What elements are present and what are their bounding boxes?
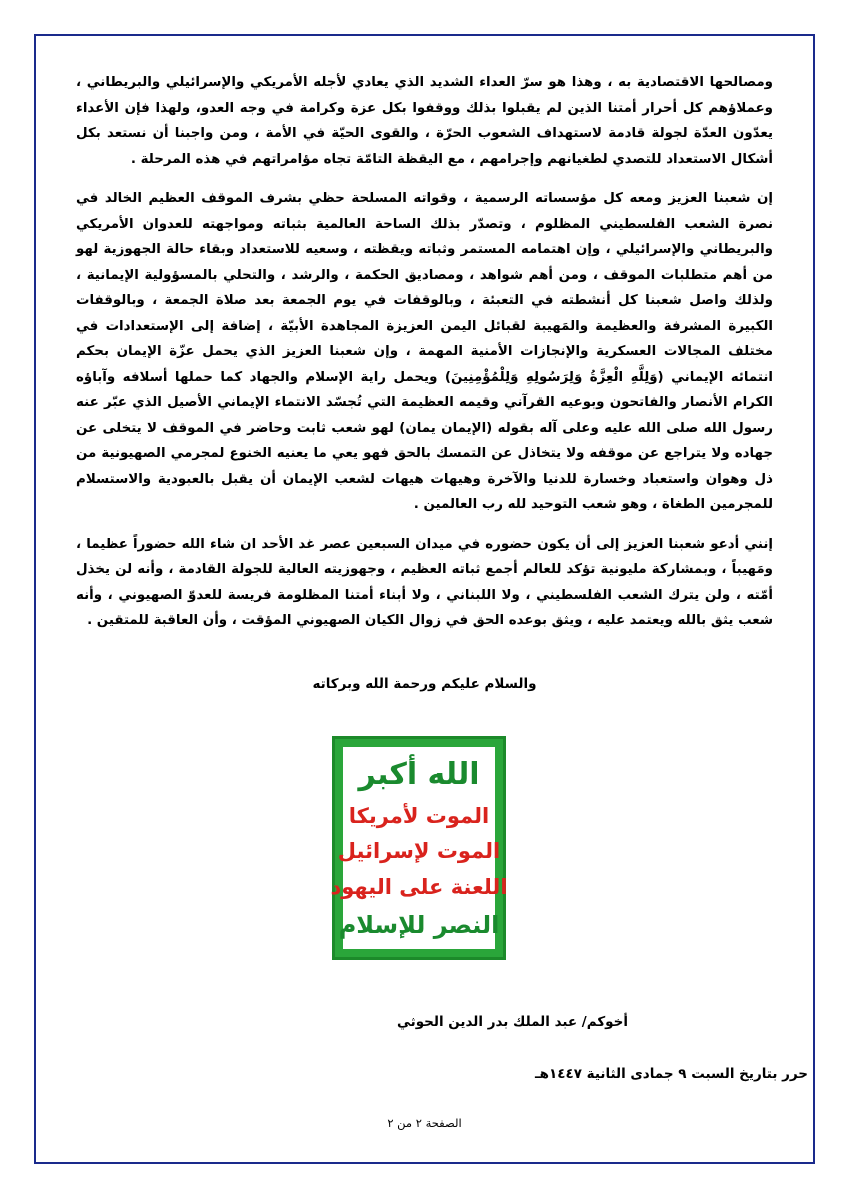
slogan-line-5: النصر للإسلام xyxy=(338,911,500,940)
slogan-line-1: الله أكبر xyxy=(358,756,480,792)
closing-greeting: والسلام عليكم ورحمة الله وبركاته xyxy=(312,676,537,692)
slogan-emblem xyxy=(332,736,506,960)
document-body xyxy=(76,70,773,648)
slogan-emblem-inner xyxy=(330,747,508,949)
paragraph-2: إن شعبنا العزيز ومعه كل مؤسساته الرسمية ، وقواته المسلحة حظي بشرف الموقف العظيم الخالد في نصرة الشعب الفلسطيني المظلوم ، وتصدّر بذلك الساحة العالمية بثباته ومواجهته للعدوان الأمريكي والبريطاني والإسرائيلي ، وإن اهتمامه المستمر وثباته ويقظته ، وسعيه للاستعداد وبقاء حالة الجهوزية لهو من أهم متطلبات الموقف ، ومن أهم شواهد ، ومصاديق الحكمة ، والرشد ، والتحلي بالمسؤولية الإيمانية ، ولذلك واصل شعبنا كل أنشطته في التعبئة ، وبالوقفات في يوم الجمعة بعد صلاة الجمعة ، وبالوقفات الكبيرة المشرفة والعظيمة والمَهيبة لقبائل اليمن العزيزة المجاهدة الأبيّة ، إضافة إلى الإستعدادات في مختلف المجالات العسكرية والإنجازات الأمنية المهمة ، وإن شعبنا العزيز الذي يحمل عزّة الإيمان بحكم انتمائه الإيماني (وَلِلَّهِ الْعِزَّةُ وَلِرَسُولِهِ وَلِلْمُؤْمِنِينَ) ويحمل راية الإسلام والجهاد كما حملها أسلافه وآباؤه الكرام الأنصار والفاتحون وبوعيه القرآني وقيمه العظيمة التي تُجسّد الانتماء الإيماني الأصيل الذي عبّر عنه رسول الله صلى الله عليه وعلى آله بقوله (الإيمان يمان) لهو شعب ثابت وحاضر في الموقف لا يتخلى عن جهاده ولا يتراجع عن موقفه ولا يتخاذل عن التمسك بالحق فهو يعي ما يعنيه الخنوع لمجرمي الصهيونية من ذل وهوان واستعباد وخسارة للدنيا والآخرة وهيهات هيهات لشعب الإيمان أن يقبل بالعبودية والاستسلام للمجرمين الطغاة ، وهو شعب التوحيد لله رب العالمين . xyxy=(76,191,773,512)
paragraph-1: ومصالحها الاقتصادية به ، وهذا هو سرّ العداء الشديد الذي يعادي لأجله الأمريكي والإسرائيلي والبريطاني ، وعملاؤهم كل أحرار أمتنا الذين لم يقبلوا بذلك ووقفوا بكل عزة وكرامة في وجه العدو، ولهذا فإن الأعداء يعدّون العدّة لجولة قادمة لاستهداف الشعوب الحرّة ، والقوى الحيّة في الأمة ، ومن واجبنا أن نستعد بكل أشكال الاستعداد للتصدي لطغيانهم وإجرامهم ، مع اليقظة التامّة تجاه مؤامراتهم في هذه المرحلة . xyxy=(76,75,773,167)
slogan-line-4: اللعنة على اليهود xyxy=(330,875,508,900)
slogan-line-3: الموت لإسرائيل xyxy=(337,839,501,864)
paragraph-3: إنني أدعو شعبنا العزيز إلى أن يكون حضوره في ميدان السبعين عصر غد الأحد ان شاء الله حضوراً عظيما ، ومَهيباً ، وبمشاركة مليونية تؤكد للعالم أجمع ثباته العظيم ، وجهوزيته العالية للجولة القادمة ، وأنه لن يخذل أمّته ، ولن يترك الشعب الفلسطيني ، ولا اللبناني ، ولا أبناء أمتنا المظلومة فريسة للعدوّ الصهيوني ، وأنه شعب يثق بالله ويعتمد عليه ، ويثق بوعده الحق في زوال الكيان الصهيوني المؤقت ، وأن العاقبة للمتقين . xyxy=(76,536,773,628)
signature: أخوكم/ عبد الملك بدر الدين الحوثي xyxy=(396,1014,628,1030)
page-number: الصفحة ٢ من ٢ xyxy=(387,1116,462,1130)
slogan-line-2: الموت لأمريكا xyxy=(348,803,490,828)
date-line: حرر بتاريخ السبت ٩ جمادى الثانية ١٤٤٧هـ xyxy=(535,1066,808,1082)
page-frame xyxy=(34,34,815,1164)
